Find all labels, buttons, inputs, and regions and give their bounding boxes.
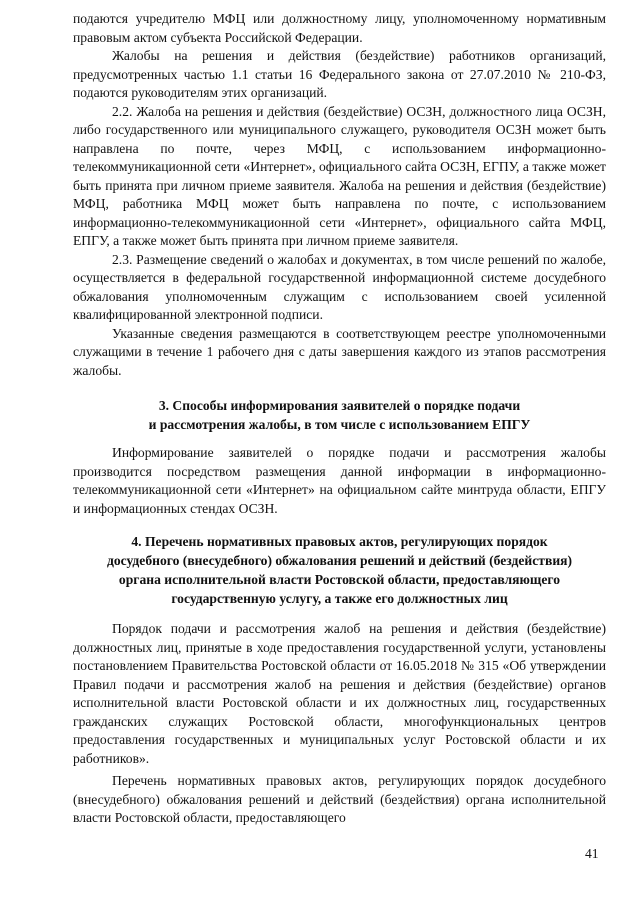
section-3-heading-line-1: 3. Способы информирования заявителей о порядке подачи (158, 398, 521, 413)
paragraph-2-3: 2.3. Размещение сведений о жалобах и документах, в том числе решений по жалобе, осуществляется в федеральной государственной информационной системе досудебного обжалования уполномоченным служащим с использованием своей усиленной квалифицированной электронной подписи. (73, 251, 606, 322)
section-4-heading (73, 532, 606, 608)
section-4-heading-line-1: 4. Перечень нормативных правовых актов, регулирующих порядок (131, 534, 548, 549)
section-4-heading-line-3: органа исполнительной власти Ростовской области, предоставляющего (118, 572, 561, 587)
paragraph-organizations-complaints: Жалобы на решения и действия (бездействие) работников организаций, предусмотренных частью 1.1 статьи 16 Федерального закона от 27.07.2010 № 210-ФЗ, подаются руководителям этих организаций. (73, 48, 606, 100)
paragraph-2-2: 2.2. Жалоба на решения и действия (бездействие) ОСЗН, должностного лица ОСЗН, либо государственного или муниципального служащего, руководителя ОСЗН может быть направлена по почте, через МФЦ, с использованием информационно-телекоммуникационной сети «Интернет», официального сайта ОСЗН, ЕГПУ, а также может быть принята при личном приеме заявителя. Жалоба на решения и действия (бездействие) МФЦ, работника МФЦ может быть направлена по почте, с использованием информационно-телекоммуникационной сети «Интернет», официального сайта МФЦ, ЕПГУ, а также может быть принята при личном приеме заявителя. (73, 103, 606, 248)
section-3-heading (73, 396, 606, 434)
page-number: 41 (585, 846, 599, 861)
section-4-paragraph-1: Порядок подачи и рассмотрения жалоб на решения и действия (бездействие) должностных лиц, принятые в ходе предоставления государственной услуги, установлены постановлением Правительства Ростовской области от 16.05.2018 № 315 «Об утверждении Правил подачи и рассмотрения жалоб на решения и действия (бездействие) органов исполнительной власти Ростовской области и их должностных лиц, государственных гражданских служащих Ростовской области, многофункциональных центров предоставления государственных и муниципальных услуг Ростовской области и их работников». (73, 621, 606, 766)
section-4-heading-line-4: государственную услугу, а также его должностных лиц (171, 591, 508, 606)
paragraph-registry-info: Указанные сведения размещаются в соответствующем реестре уполномоченными служащими в течение 1 рабочего дня с даты завершения каждого из этапов рассмотрения жалобы. (73, 325, 606, 378)
section-3-heading-line-2: и рассмотрения жалобы, в том числе с использованием ЕПГУ (148, 417, 531, 432)
paragraph-continuation: подаются учредителю МФЦ или должностному лицу, уполномоченному нормативным правовым актом субъекта Российской Федерации. (73, 11, 606, 45)
section-3-paragraph: Информирование заявителей о порядке подачи и рассмотрения жалобы производится посредством размещения данной информации в информационно-телекоммуникационной сети «Интернет» на официальном сайте минтруда области, ЕПГУ и информационных стендах ОСЗН. (73, 445, 606, 516)
section-4-heading-line-2: досудебного (внесудебного) обжалования решений и действий (бездействия) (106, 553, 573, 568)
section-4-paragraph-2: Перечень нормативных правовых актов, регулирующих порядок досудебного (внесудебного) обжалования решений и действий (бездействия) органа исполнительной власти Ростовской области, предоставляющего (73, 773, 606, 825)
